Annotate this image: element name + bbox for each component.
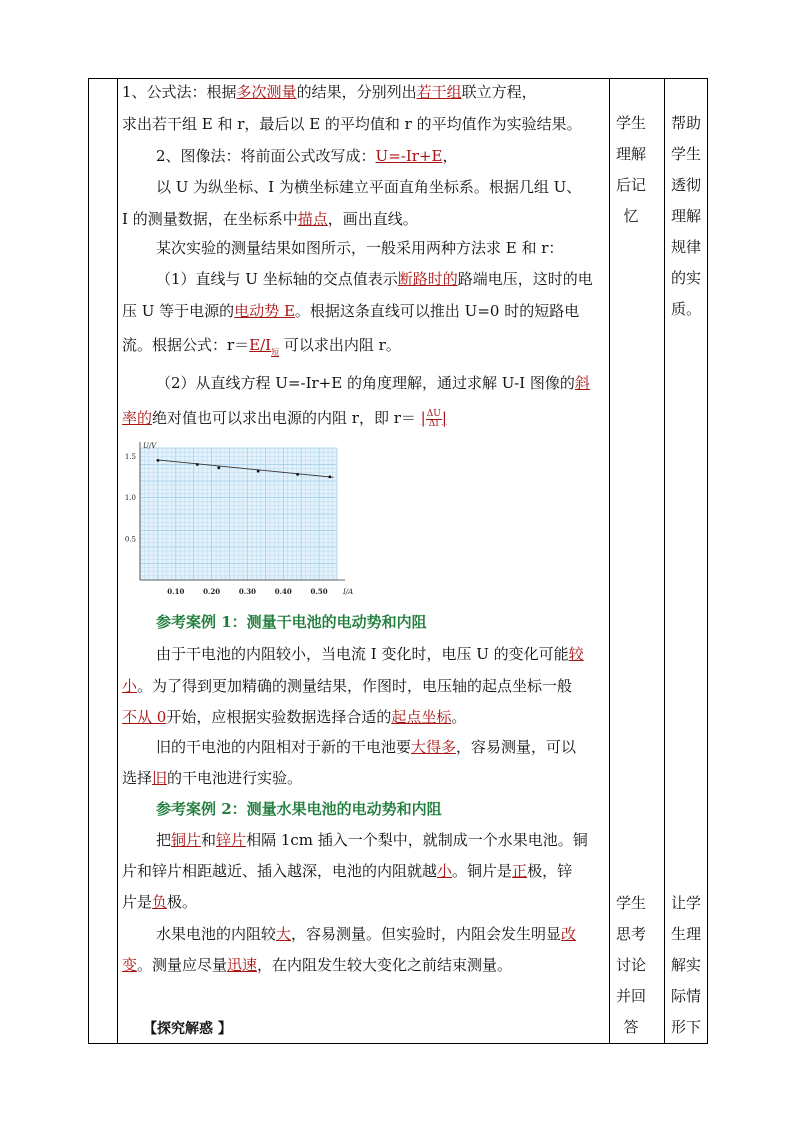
line-8: 压 U 等于电源的电动势 E。根据这条直线可以推出 U=0 时的短路电 [122, 302, 580, 320]
line-6: 某次实验的测量结果如图所示，一般采用两种方法求 E 和 r： [156, 239, 564, 257]
student-activity-1: 学生理解后记忆 [615, 114, 646, 225]
delta-fraction: $\frac{\Delta U}{\Delta I}$ [426, 408, 441, 429]
u-i-chart [122, 440, 362, 600]
line-1: 1、公式法：根据多次测量的结果，分别列出若干组联立方程， [122, 83, 537, 101]
teacher-intent-1: 帮助学生透彻理解规律的实质。 [670, 114, 701, 318]
case1-line-3: 不从 0开始，应根据实验数据选择合适的起点坐标。 [122, 708, 467, 726]
line-2: 求出若干组 E 和 r，最后以 E 的平均值和 r 的平均值作为实验结果。 [122, 115, 582, 133]
data-point [157, 459, 160, 462]
column-divider [664, 78, 665, 1044]
x-tick-label: 0.50 [310, 587, 328, 596]
line-10: （2）从直线方程 U=-Ir+E 的角度理解，通过求解 U-I 图像的斜 [156, 374, 590, 392]
y-tick-label: 1.0 [124, 494, 136, 502]
case2-line-5: 变。测量应尽量迅速，在内阻发生较大变化之前结束测量。 [122, 956, 513, 974]
x-axis-label: I/A [343, 588, 354, 596]
case2-line-2: 片和锌片相距越近、插入越深，电池的内阻就越小。铜片是正极，锌 [122, 862, 573, 880]
column-divider [117, 78, 118, 1044]
data-point [296, 473, 299, 476]
line-4: 以 U 为纵坐标、I 为横坐标建立平面直角坐标系。根据几组 U、 [156, 178, 582, 196]
case1-line-5: 选择旧的干电池进行实验。 [122, 769, 303, 787]
case2-line-1: 把铜片和锌片相隔 1cm 插入一个梨中，就制成一个水果电池。铜 [156, 831, 588, 849]
line-3: 2、图像法：将前面公式改写成：U=-Ir+E， [156, 147, 458, 165]
case1-line-2: 小。为了得到更加精确的测量结果，作图时，电压轴的起点坐标一般 [122, 677, 573, 695]
column-divider [609, 78, 610, 1044]
case2-line-4: 水果电池的内阻较大，容易测量。但实验时，内阻会发生明显改 [156, 925, 577, 943]
line-5: I 的测量数据，在坐标系中描点，画出直线。 [122, 210, 418, 228]
case2-title: 参考案例 2：测量水果电池的电动势和内阻 [156, 800, 442, 818]
line-7: （1）直线与 U 坐标轴的交点值表示断路时的路端电压，这时的电 [156, 270, 593, 288]
y-tick-label: 1.5 [124, 452, 136, 461]
case1-line-4: 旧的干电池的内阻相对于新的干电池要大得多，容易测量，可以 [156, 738, 577, 756]
x-tick-label: 0.10 [167, 587, 185, 596]
y-tick-label: 0.5 [124, 535, 136, 544]
x-tick-label: 0.40 [274, 587, 292, 596]
x-tick-label: 0.30 [238, 587, 256, 596]
case1-line-1: 由于干电池的内阻较小，当电流 I 变化时，电压 U 的变化可能较 [156, 645, 584, 663]
x-tick-label: 0.20 [203, 587, 221, 596]
line-11: 率的绝对值也可以求出电源的内阻 r，即 r＝ | $\frac{\Delta U}{\Delta I}$ | [122, 408, 447, 429]
case1-title: 参考案例 1：测量干电池的电动势和内阻 [156, 613, 427, 631]
explore-heading: 【探究解惑 】 [143, 1021, 232, 1037]
teacher-intent-2: 让学生理解实际情形下 [670, 894, 701, 1036]
case2-line-3: 片是负极。 [122, 893, 198, 911]
y-axis-label: U/V [143, 442, 157, 450]
student-activity-2: 学生思考讨论并回答 [615, 894, 646, 1036]
line-9: 流。根据公式：$r=E/I_短$ 可以求出内阻 r。 [122, 336, 401, 357]
data-point [257, 470, 260, 473]
data-point [217, 466, 220, 469]
data-point [328, 475, 331, 478]
data-point [196, 463, 199, 466]
